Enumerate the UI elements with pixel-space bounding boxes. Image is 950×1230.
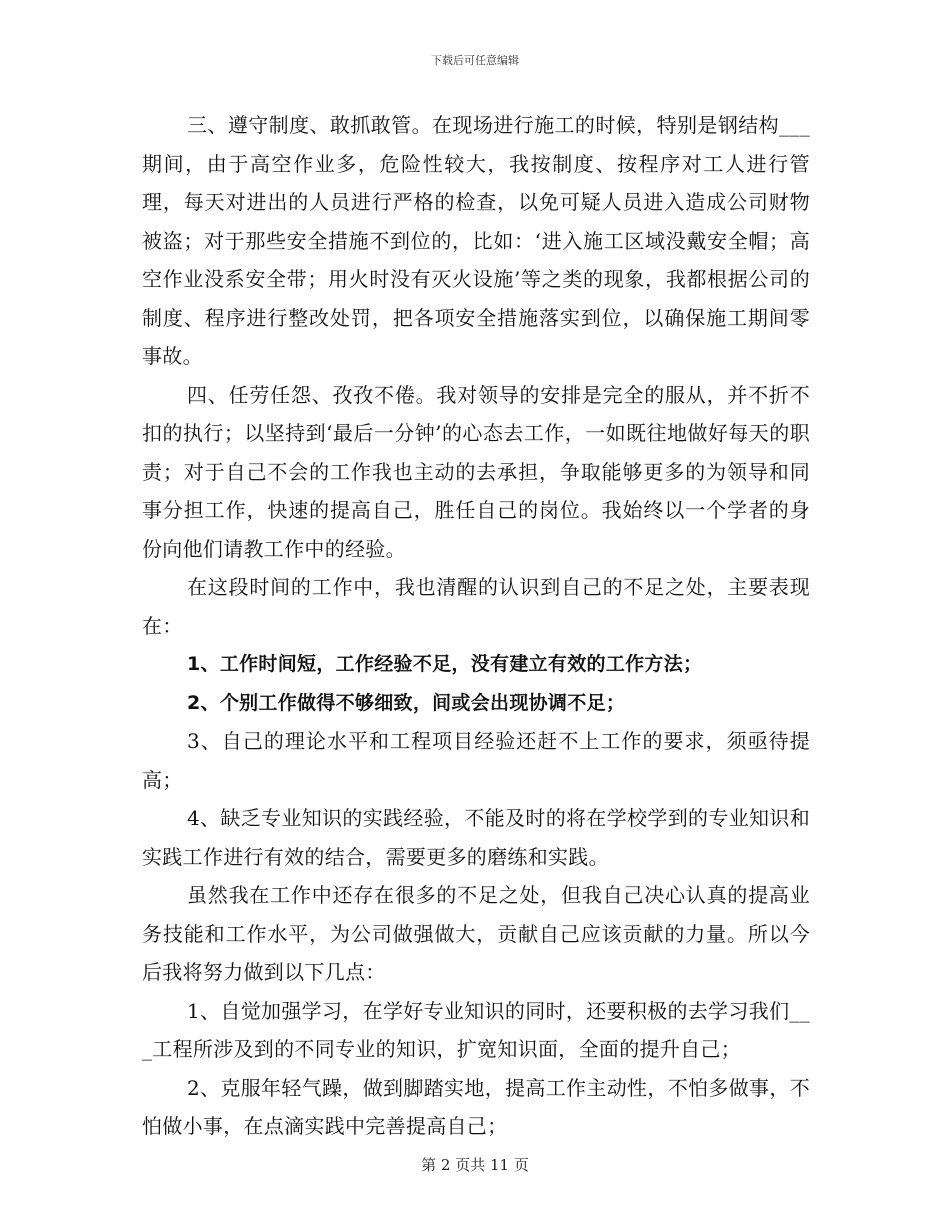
document-body bbox=[142, 106, 810, 1146]
page-number-footer: 第 2 页共 11 页 bbox=[421, 1156, 529, 1174]
paragraph-rule-compliance: 三、遵守制度、敢抓敢管。在现场进行施工的时候，特别是钢结构___期间，由于高空作业多，危险性较大，我按制度、按程序对工人进行管理，每天对进出的人员进行严格的检查，以免可疑人员进入造成公司财物被盗；对于那些安全措施不到位的，比如：‘进入施工区域没戴安全帽；高空作业没系安全带；用火时没有灭火设施’等之类的现象，我都根据公司的制度、程序进行整改处罚，把各项安全措施落实到位，以确保施工期间零事故。 bbox=[142, 113, 810, 368]
paragraph-diligence: 四、任劳任怨、孜孜不倦。我对领导的安排是完全的服从，并不折不扣的执行；以坚持到‘最后一分钟’的心态去工作，一如既往地做好每天的职责；对于自己不会的工作我也主动的去承担，争取能够更多的为领导和同事分担工作，快速的提高自己，胜任自己的岗位。我始终以一个学者的身份向他们请教工作中的经验。 bbox=[142, 382, 810, 561]
shortcoming-item-1: 1、工作时间短，工作经验不足，没有建立有效的工作方法； bbox=[187, 653, 703, 675]
paragraph-shortcomings-intro: 在这段时间的工作中，我也清醒的认识到自己的不足之处，主要表现在： bbox=[142, 575, 810, 638]
shortcoming-item-3: 3、自己的理论水平和工程项目经验还赶不上工作的要求，须亟待提高； bbox=[142, 729, 810, 792]
plan-item-2: 2、克服年轻气躁，做到脚踏实地，提高工作主动性，不怕多做事，不怕做小事，在点滴实践中完善提高自己； bbox=[142, 1075, 810, 1138]
shortcoming-item-4: 4、缺乏专业知识的实践经验，不能及时的将在学校学到的专业知识和实践工作进行有效的结合，需要更多的磨练和实践。 bbox=[142, 806, 810, 869]
plan-item-1: 1、自觉加强学习，在学好专业知识的同时，还要积极的去学习我们___工程所涉及到的不同专业的知识，扩宽知识面，全面的提升自己； bbox=[142, 998, 810, 1061]
shortcoming-item-2: 2、个别工作做得不够细致，间或会出现协调不足； bbox=[187, 691, 626, 714]
page-header: 下载后可任意编辑 bbox=[431, 54, 519, 67]
paragraph-resolution-intro: 虽然我在工作中还存在很多的不足之处，但我自己决心认真的提高业务技能和工作水平，为公司做强做大，贡献自己应该贡献的力量。所以今后我将努力做到以下几点： bbox=[142, 883, 810, 984]
